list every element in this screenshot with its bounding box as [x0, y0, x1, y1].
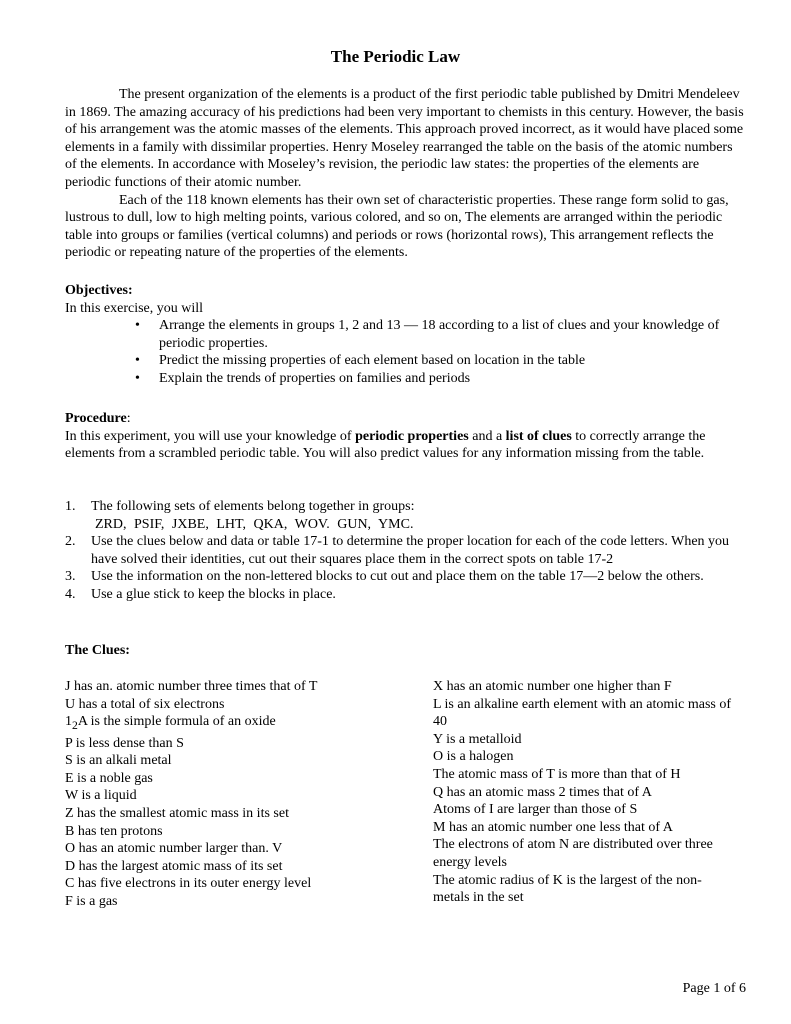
- intro-paragraph: Each of the 118 known elements has their own set of characteristic properties. These range form solid to gas, lustrous to dull, low to high melting points, various colored, and so on, The elements are arranged within the periodic table into groups or families (vertical columns) and periods or rows (horizontal rows), This arrangement reflects the periodic or repeating nature of the properties of the elements.: [65, 192, 729, 261]
- clue-item: M has an atomic number one less that of A: [433, 819, 673, 835]
- clue-item: D has the largest atomic mass of its set: [65, 858, 283, 874]
- clue-item: W is a liquid: [65, 788, 137, 804]
- element-groups: ZRD, PSIF, JXBE, LHT, QKA, WOV. GUN, YMC.: [95, 516, 414, 532]
- bullet-icon: •: [135, 370, 140, 386]
- bullet-icon: •: [135, 318, 140, 334]
- list-item: • Predict the missing properties of each element based on location in the table: [135, 353, 586, 369]
- clues-right-column: [433, 678, 733, 907]
- list-item: • Arrange the elements in groups 1, 2 and 13 — 18 according to a list of clues and your knowledge of periodic properties.: [135, 318, 720, 351]
- clues-left-column: [65, 678, 415, 911]
- clue-item: X has an atomic number one higher than F: [433, 679, 672, 694]
- list-item: 2. Use the clues below and data or table 17-1 to determine the proper location for each of the code letters. When you have solved their identities, cut out their squares place them in the correct spots on table 17-2: [65, 534, 730, 567]
- list-item: • Explain the trends of properties on families and periods: [135, 370, 471, 386]
- clue-item: Q has an atomic mass 2 times that of A: [433, 784, 652, 800]
- objectives-list: [65, 317, 745, 387]
- clue-item: F is a gas: [65, 893, 118, 909]
- clue-item: The atomic radius of K is the largest of the non-metals in the set: [433, 872, 702, 906]
- procedure-heading-line: Procedure:: [65, 411, 131, 426]
- clue-item: J has an. atomic number three times that of T: [65, 679, 318, 694]
- bullet-icon: •: [135, 353, 140, 369]
- clue-item: L is an alkaline earth element with an atomic mass of 40: [433, 696, 735, 730]
- clue-item: S is an alkali metal: [65, 753, 172, 769]
- clue-item: P is less dense than S: [65, 735, 184, 751]
- clue-item: The electrons of atom N are distributed over three energy levels: [433, 837, 717, 870]
- procedure-heading: Procedure: [65, 411, 127, 426]
- objectives-heading: Objectives:: [65, 283, 133, 298]
- procedure-section: [65, 410, 745, 463]
- clues-heading: The Clues:: [65, 643, 130, 658]
- clue-item: Atoms of I are larger than those of S: [433, 802, 638, 818]
- clue-item: Z has the smallest atomic mass in its set: [65, 805, 289, 821]
- clue-item: O is a halogen: [433, 749, 514, 765]
- clue-item: C has five electrons in its outer energy level: [65, 876, 312, 892]
- page-title: The Periodic Law: [330, 47, 461, 66]
- clue-item: The atomic mass of T is more than that of H: [433, 766, 681, 782]
- clue-item: E is a noble gas: [65, 770, 153, 786]
- procedure-text: In this experiment, you will use your knowledge of periodic properties and a list of clues to correctly arrange the elements from a scrambled periodic table. You will also predict values for any information missing from the table.: [65, 428, 706, 462]
- list-item: 1. The following sets of elements belong together in groups:: [65, 499, 415, 514]
- intro-paragraph: The present organization of the elements is a product of the first periodic table published by Dmitri Mendeleev in 1869. The amazing accuracy of his predictions had been very important to chemists in this century. However, the basis of his arrangement was the atomic masses of the elements. This approach proved incorrect, as it would have placed some elements in a family with dissimilar properties. Henry Moseley rearranged the table on the basis of the atomic numbers of the elements. In accordance with Moseley’s revision, the periodic law states: the properties of the elements are periodic functions of their atomic number.: [65, 87, 744, 190]
- clue-item: B has ten protons: [65, 823, 163, 839]
- clue-item: Y is a metalloid: [433, 731, 522, 747]
- objectives-lead: In this exercise, you will: [65, 300, 204, 316]
- procedure-steps: [65, 498, 755, 604]
- clue-item: $1_2A$ is the simple formula of an oxide: [65, 714, 276, 732]
- clue-item: O has an atomic number larger than. V: [65, 841, 283, 857]
- list-item: 4. Use a glue stick to keep the blocks in place.: [65, 586, 336, 602]
- list-item: 3. Use the information on the non-lettered blocks to cut out and place them on the table 17—2 below the others.: [65, 569, 704, 585]
- objectives-section: [65, 282, 745, 388]
- page-number: Page 1 of 6: [682, 981, 746, 996]
- intro-section: [65, 86, 745, 262]
- clue-item: U has a total of six electrons: [65, 696, 225, 712]
